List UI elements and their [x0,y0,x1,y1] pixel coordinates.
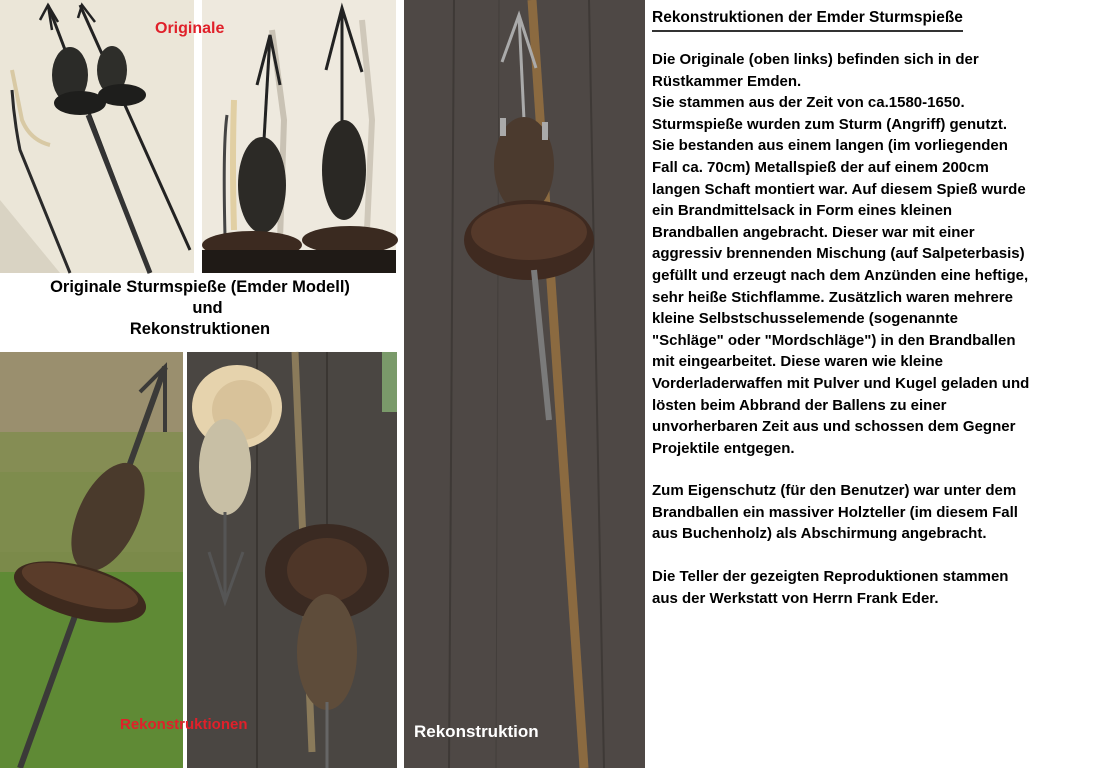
collage-caption [0,277,400,340]
spear-photo-icon [404,0,645,768]
originale-label: Originale [155,20,225,37]
rekonstruktion-label: Rekonstruktion [414,722,539,741]
caption-line-2: und [192,299,223,317]
article-title: Rekonstruktionen der Emder Sturmspieße [652,9,963,32]
photo-reconstruction-table [187,352,397,768]
caption-line-3: Rekonstruktionen [129,320,271,338]
spear-photo-icon [0,352,183,768]
photo-originals-left [0,0,194,273]
photo-reconstruction-grass [0,352,183,768]
photo-originals-right [155,0,396,273]
photo-reconstruction-tall [404,0,645,768]
spear-photo-icon [0,0,194,273]
spear-photo-icon [187,352,397,768]
article-paragraph-2: Zum Eigenschutz (für den Benutzer) war unter dem Brandballen ein massiver Holzteller (im diesem Fall aus Buchenholz) als Abschirmung angebracht. [652,482,1018,543]
article-paragraph-1: Die Originale (oben links) befinden sich in der Rüstkammer Emden. Sie stammen aus der Zeit von ca.1580-1650. Sturmspieße wurden zum Sturm (Angriff) genutzt. Sie bestanden aus einem langen (im vorliegenden Fall ca. 70cm) Metallspieß der auf einem 200cm langen Schaft montiert war. Auf diesem Spieß wurde ein Brandmittelsack in Form eines kleinen Brandballen angebracht. Dieser war mit einer aggressiv brennenden Mischung (auf Salpeterbasis) gefüllt und erzeugt nach dem Anzünden eine heftige, sehr heiße Stichflamme. Zusätzlich waren mehrere kleine Selbstschusselemende (sogenannte "Schläge" oder "Mordschläge") in den Brandballen mit eingearbeitet. Diese waren wie kleine Vorderladerwaffen mit Pulver und Kugel geladen und lösten beim Abbrand der Ballens zu einer unvorherbaren Zeit aus und schossen dem Gegner Projektile entgegen. [652,51,1030,457]
caption-line-1: Originale Sturmspieße (Emder Modell) [50,278,350,296]
rekonstruktionen-label: Rekonstruktionen [120,716,248,733]
spear-photo-icon [202,0,396,273]
article-paragraph-3: Die Teller der gezeigten Reproduktionen stammen aus der Werkstatt von Herrn Frank Eder. [652,568,1009,607]
article [652,9,1107,630]
